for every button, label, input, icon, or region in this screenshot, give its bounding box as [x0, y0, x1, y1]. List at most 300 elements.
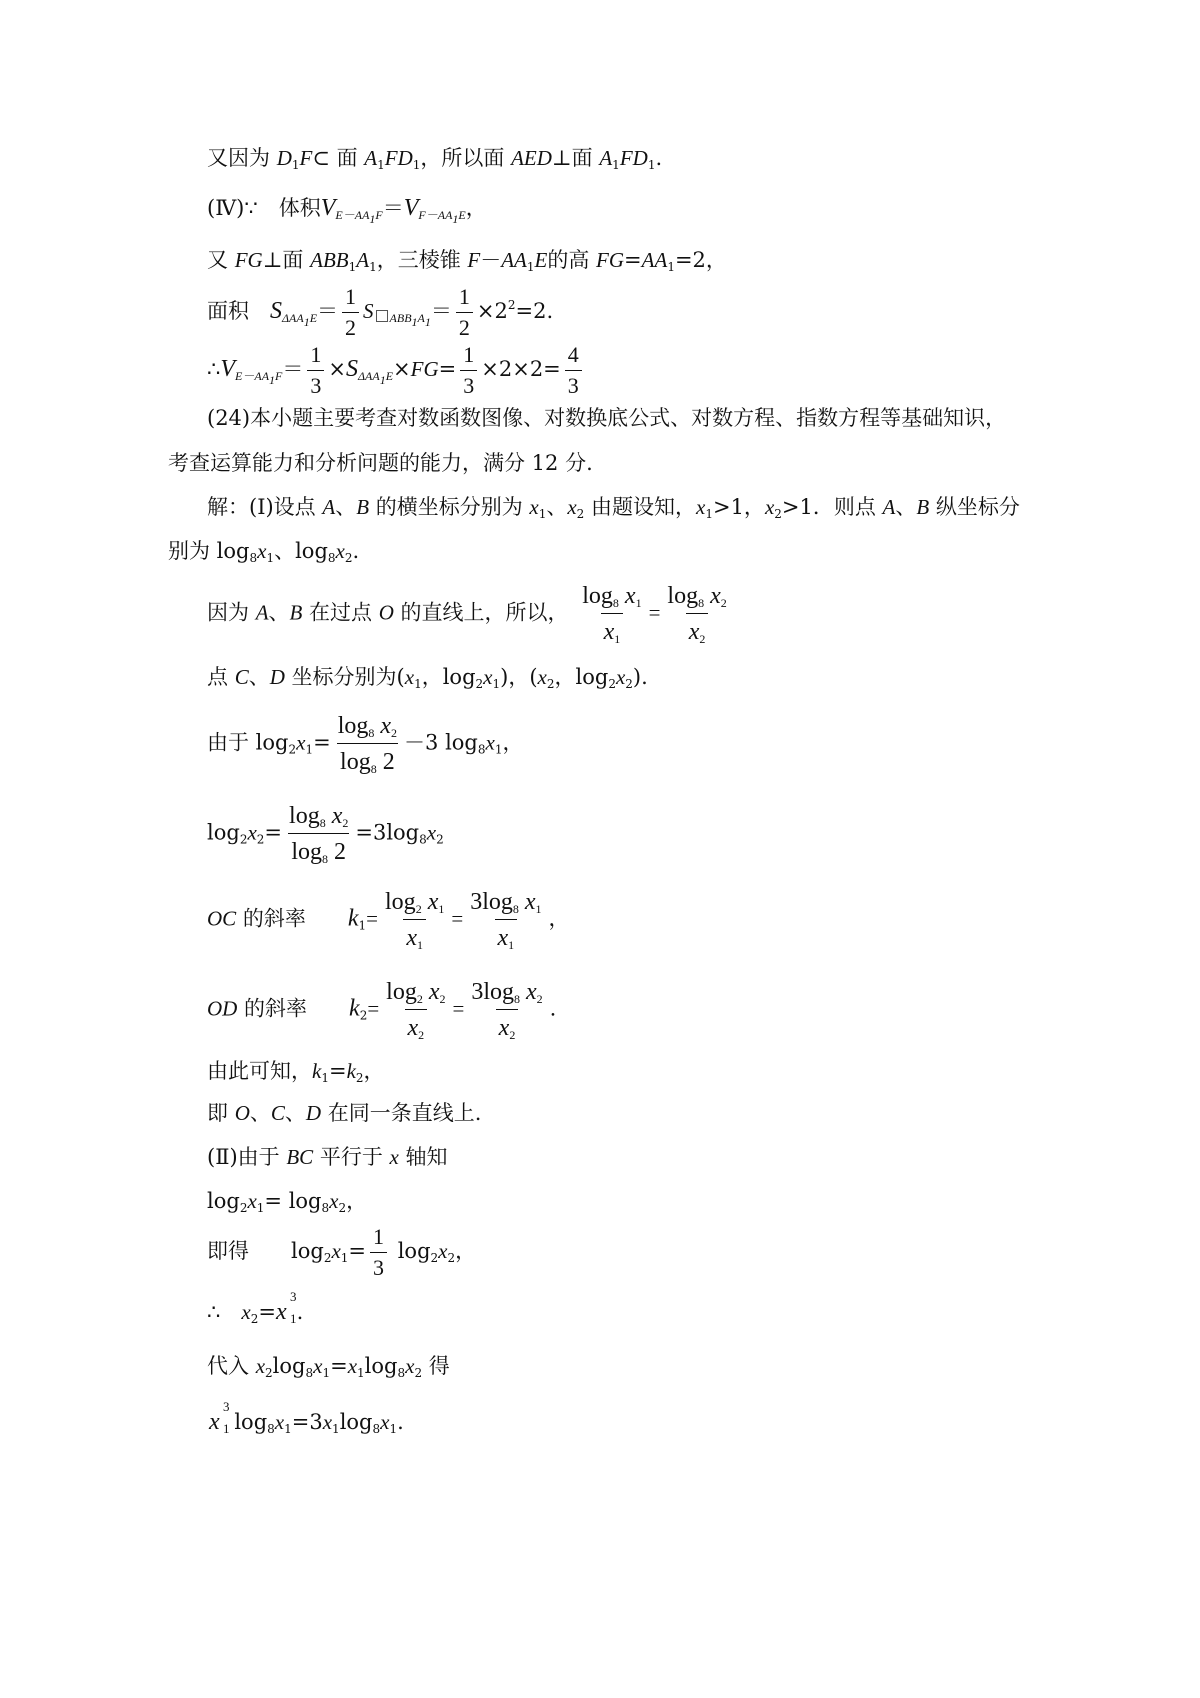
text: 即 [207, 1101, 235, 1125]
log: log [482, 889, 513, 915]
text: >1．则点 [781, 495, 883, 519]
var: x [537, 665, 547, 689]
var: x [567, 495, 577, 519]
text: =2， [674, 248, 727, 272]
line-6: (24)本小题主要考查对数函数图像、对数换底公式、对数方程、指数方程等基础知识， [207, 406, 1007, 430]
text: 点 [207, 665, 235, 689]
equals: ＝ [317, 299, 339, 323]
text: log [339, 1410, 373, 1434]
line-8 [207, 495, 1020, 521]
text: 的直线上，所以， [393, 600, 569, 625]
text: 的高 [547, 248, 597, 272]
base: 8 [512, 902, 519, 916]
sub: 1 [635, 596, 642, 610]
sub-sub: 1 [452, 212, 459, 226]
text: ，所以面 [420, 146, 512, 170]
text: 又 [207, 248, 235, 272]
sub: 2 [338, 1201, 347, 1215]
var: k [347, 905, 359, 932]
var: x [331, 1239, 341, 1263]
text: (Ⅱ)由于 [207, 1145, 287, 1169]
sub-sub: 1 [269, 373, 276, 387]
sub: 1 [291, 158, 300, 172]
var: x [524, 889, 536, 915]
line-17 [207, 1103, 481, 1124]
var: AED [511, 146, 552, 170]
var: AA [501, 248, 527, 272]
text: ⊥面 [551, 146, 600, 170]
text: ∴ [207, 1300, 242, 1324]
text: ， [548, 906, 570, 931]
var: x [313, 1354, 323, 1378]
sub: 1 [289, 1311, 297, 1326]
var: x [696, 495, 706, 519]
var: x [498, 1015, 510, 1041]
var: A [364, 146, 378, 170]
var: FD [384, 146, 413, 170]
var: OC [207, 906, 237, 931]
var: k [346, 1059, 356, 1083]
var: E [534, 248, 548, 272]
sub: 1 [256, 1201, 265, 1215]
var: S [270, 298, 282, 324]
sub [418, 208, 466, 226]
sub: 2 [391, 726, 398, 740]
text: = log [264, 1189, 322, 1213]
sub: 1 [223, 1421, 230, 1436]
var: x [497, 925, 509, 951]
sub: 2 [288, 742, 297, 757]
var: x [380, 1410, 390, 1434]
text: ). [632, 665, 648, 689]
base: 8 [370, 762, 377, 776]
equals: ＝ [382, 196, 404, 220]
sub: 8 [267, 1422, 275, 1436]
log: log [385, 889, 416, 915]
var: A [599, 146, 613, 170]
text: × [393, 357, 411, 381]
text: ，log [421, 665, 476, 689]
line-18 [207, 1147, 448, 1168]
var: x [764, 495, 775, 519]
sub: 2 [699, 632, 706, 646]
sub: 1 [332, 1422, 340, 1436]
text: 由此可知， [207, 1059, 312, 1083]
log: log [291, 839, 323, 865]
denominator [495, 919, 518, 950]
numerator [335, 714, 400, 743]
var: B [289, 600, 303, 625]
line-4 [207, 286, 553, 339]
numerator [382, 890, 447, 919]
line-5 [207, 344, 586, 397]
var: x [329, 1189, 339, 1213]
text: (Ⅳ)∵ 体积 [207, 196, 321, 220]
text: 别为 log [168, 539, 250, 563]
sub: 2 [436, 832, 444, 847]
line-22 [207, 1354, 450, 1380]
sup: 2 [507, 298, 516, 312]
text: ⊥面 [262, 248, 311, 272]
sub: 1 [369, 260, 377, 274]
numerator [664, 584, 729, 613]
fraction [342, 286, 359, 339]
var: x [428, 979, 440, 1005]
var: x [275, 1299, 287, 1325]
sub-part: E [385, 369, 394, 383]
sub [282, 311, 318, 329]
sub: 1 [526, 260, 535, 274]
sub: 2 [359, 1008, 368, 1023]
sub-sub: 1 [379, 373, 386, 387]
denominator [496, 1009, 519, 1040]
sub: 2 [239, 832, 248, 847]
var: x [389, 1145, 399, 1169]
text: log [391, 1239, 431, 1263]
equals: ＝ [430, 299, 452, 323]
var: FG [234, 248, 263, 272]
var: x [483, 665, 493, 689]
sub: 8 [477, 742, 486, 757]
sub: 2 [239, 1201, 248, 1215]
sub-part: E [309, 311, 318, 325]
power [275, 1289, 297, 1326]
text: = [624, 248, 642, 272]
sub: 2 [608, 677, 616, 691]
sub: 1 [647, 158, 656, 172]
var: x [274, 1410, 285, 1434]
sub: 1 [535, 902, 542, 916]
fraction [383, 980, 448, 1040]
text: 、 [248, 665, 270, 689]
text: = [328, 1059, 347, 1083]
var: x [257, 539, 267, 563]
var: x [331, 803, 343, 829]
text: . [655, 146, 663, 170]
var: x [526, 979, 537, 1005]
base: 8 [698, 596, 705, 610]
text: 坐标分别为( [284, 665, 405, 689]
var: A [322, 495, 336, 519]
numerator: 4 [567, 342, 579, 367]
log: log [289, 803, 320, 829]
coef: 3 [470, 889, 483, 915]
var: x [335, 539, 345, 563]
sub: 2 [355, 1071, 364, 1085]
var: x [485, 730, 495, 755]
numerator: 1 [463, 342, 475, 367]
text: = [330, 1354, 348, 1378]
text: log [207, 1189, 240, 1213]
sub: 1 [414, 677, 422, 691]
fraction [335, 714, 400, 774]
numerator [383, 980, 448, 1009]
sub-part: F－AA [418, 208, 453, 222]
var: FG [410, 357, 439, 381]
text: ，三棱锥 [376, 248, 468, 272]
var: x [426, 820, 437, 845]
sub: 2 [430, 1251, 439, 1265]
text: = [258, 1300, 276, 1324]
var: D [276, 146, 292, 170]
fraction [467, 890, 544, 950]
base: 8 [368, 726, 375, 740]
var: FG [596, 248, 625, 272]
text: log [207, 820, 240, 845]
denominator: 3 [370, 1252, 387, 1279]
var: S [363, 299, 374, 323]
sub-part: E [458, 208, 466, 222]
text: . [352, 539, 360, 563]
sub: 2 [447, 1251, 456, 1265]
sub: 1 [322, 1366, 331, 1380]
var: BC [286, 1145, 314, 1169]
text: . [549, 996, 557, 1021]
text: ×2×2= [481, 357, 561, 381]
var: O [234, 1101, 250, 1125]
text: ， [346, 1189, 368, 1213]
sub: 1 [284, 1422, 292, 1436]
text: －3 log [404, 730, 478, 755]
numerator [579, 584, 644, 613]
sub: 1 [705, 507, 713, 521]
text: )，( [500, 665, 538, 689]
sub: 8 [321, 1201, 330, 1215]
fraction [460, 344, 477, 397]
denominator: 3 [565, 370, 582, 397]
var: V [403, 195, 419, 221]
fraction [565, 344, 582, 397]
sub: 1 [667, 260, 675, 274]
line-1 [207, 146, 663, 172]
var: x [406, 925, 417, 951]
fraction [307, 344, 324, 397]
sub: 1 [494, 742, 503, 757]
text: >1， [712, 495, 765, 519]
denominator [405, 1009, 428, 1040]
line-11 [207, 665, 648, 691]
line-16 [207, 1059, 385, 1085]
text: 纵坐标分 [929, 495, 1020, 519]
var: F [467, 248, 481, 272]
var: D [269, 665, 285, 689]
sub-sub: 1 [303, 315, 310, 329]
sub: 2 [342, 816, 349, 830]
line-19 [207, 1189, 368, 1215]
sub: 1 [357, 1366, 365, 1380]
numerator: 1 [345, 284, 357, 309]
sub [235, 369, 283, 387]
text: 、 [284, 1101, 306, 1125]
text: = [313, 730, 331, 755]
text: 在同一条直线上. [321, 1101, 482, 1125]
sub: 1 [377, 158, 385, 172]
log: log [667, 583, 699, 609]
text: 代入 [207, 1354, 256, 1378]
text: ⊂ 面 [312, 146, 365, 170]
text: 由题设知， [584, 495, 696, 519]
sub: 2 [265, 1366, 273, 1380]
sub: 8 [327, 551, 336, 565]
text: log [227, 1410, 268, 1434]
line-13 [207, 804, 444, 864]
denominator: 2 [456, 312, 473, 339]
var: x [209, 1409, 220, 1435]
text: ， [502, 730, 524, 755]
var: x [241, 1300, 251, 1324]
sub-part: E－AA [235, 369, 270, 383]
number: 2 [382, 749, 395, 775]
text: 、 [268, 600, 290, 625]
text: 的斜率 [237, 996, 308, 1021]
sub-part: F [275, 369, 283, 383]
text: 因为 [207, 600, 256, 625]
text: 即得 log [207, 1239, 324, 1263]
numerator [286, 804, 351, 833]
power [209, 1399, 230, 1436]
log: log [337, 713, 369, 739]
text: ， [465, 196, 487, 220]
equals: = [451, 906, 464, 931]
var: x [404, 665, 415, 689]
sub: 2 [576, 507, 585, 521]
sub: 2 [720, 596, 727, 610]
text: log [364, 1354, 398, 1378]
line-12 [207, 714, 523, 774]
denominator [601, 613, 624, 644]
sub: 1 [614, 632, 621, 646]
sub: 1 [492, 677, 501, 691]
sub: 2 [323, 1251, 332, 1265]
sup: 3 [289, 1289, 297, 1304]
sub-sub: 1 [369, 212, 376, 226]
fraction [468, 980, 545, 1040]
coef: 3 [471, 979, 484, 1005]
sub: 2 [256, 832, 265, 847]
var: x [247, 820, 257, 845]
sub: 1 [266, 551, 275, 565]
sub: 2 [546, 677, 555, 691]
text: × [328, 357, 346, 381]
sub-part: A [417, 311, 425, 325]
var: k [312, 1059, 322, 1083]
var: C [270, 1101, 285, 1125]
sub: 1 [389, 1422, 398, 1436]
var: F [299, 146, 313, 170]
sub: 8 [249, 551, 258, 565]
numerator [468, 980, 545, 1009]
number: 2 [334, 839, 347, 865]
text: － [480, 248, 502, 272]
var: x [405, 1354, 415, 1378]
text: . [296, 1300, 304, 1324]
var: x [529, 495, 539, 519]
sub: 2 [536, 992, 543, 1006]
sub-part: ΔAA [282, 311, 304, 325]
base: 2 [416, 992, 423, 1006]
equals: ＝ [282, 357, 304, 381]
text: 平行于 [313, 1145, 390, 1169]
sup: 3 [223, 1399, 230, 1414]
text: 、 [249, 1101, 271, 1125]
sub: 1 [305, 742, 314, 757]
sub: 1 [321, 1071, 329, 1085]
var: k [349, 995, 360, 1022]
denominator: 3 [307, 370, 324, 397]
denominator [686, 613, 709, 644]
sub: 1 [358, 918, 367, 933]
sub: 2 [439, 992, 446, 1006]
var: A [356, 248, 370, 272]
text: ∴ [207, 357, 221, 381]
var: A [882, 495, 896, 519]
numerator [467, 890, 544, 919]
text: 由于 log [207, 730, 289, 755]
log: log [582, 583, 613, 609]
var: x [247, 1189, 257, 1213]
fraction [579, 584, 644, 644]
text: = [264, 820, 283, 845]
numerator: 1 [310, 342, 322, 367]
sub: 1 [438, 902, 445, 916]
text: 轴知 [398, 1145, 448, 1169]
text: = [438, 357, 457, 381]
line-3 [207, 248, 727, 274]
fraction [286, 804, 351, 864]
sub: 8 [397, 1366, 406, 1380]
sub: 1 [340, 1251, 349, 1265]
denominator [403, 919, 426, 950]
sub: 2 [475, 677, 484, 691]
text: 、 [895, 495, 917, 519]
text: 、 [335, 495, 357, 519]
sub: 2 [625, 677, 633, 691]
sub: 2 [344, 551, 353, 565]
sub: 1 [508, 938, 515, 952]
equals: = [366, 906, 379, 931]
sub: 8 [419, 832, 427, 847]
text: log [272, 1354, 306, 1378]
sub: 1 [412, 158, 421, 172]
var: x [255, 1354, 266, 1378]
var: x [322, 1410, 333, 1434]
var: x [347, 1354, 358, 1378]
log: log [386, 979, 417, 1005]
base: 2 [415, 902, 422, 916]
equals: = [648, 600, 661, 625]
base: 8 [319, 816, 326, 830]
sub: 2 [774, 507, 782, 521]
base: 8 [612, 596, 619, 610]
sub: 2 [418, 1028, 425, 1042]
sub [374, 311, 431, 329]
line-9 [168, 539, 360, 565]
base: 8 [514, 992, 521, 1006]
sub: 8 [372, 1422, 381, 1436]
text: 的横坐标分别为 [369, 495, 530, 519]
var: A [255, 600, 269, 625]
sub-part: ABB [389, 311, 412, 325]
var: x [688, 619, 700, 645]
sub-part: ΔAA [358, 369, 380, 383]
text: ， [363, 1059, 385, 1083]
sub-part: E－AA [335, 208, 370, 222]
sub: 2 [250, 1312, 259, 1326]
line-14 [207, 890, 570, 950]
text: ， [455, 1239, 477, 1263]
var: x [603, 619, 615, 645]
text: = [348, 1239, 367, 1263]
